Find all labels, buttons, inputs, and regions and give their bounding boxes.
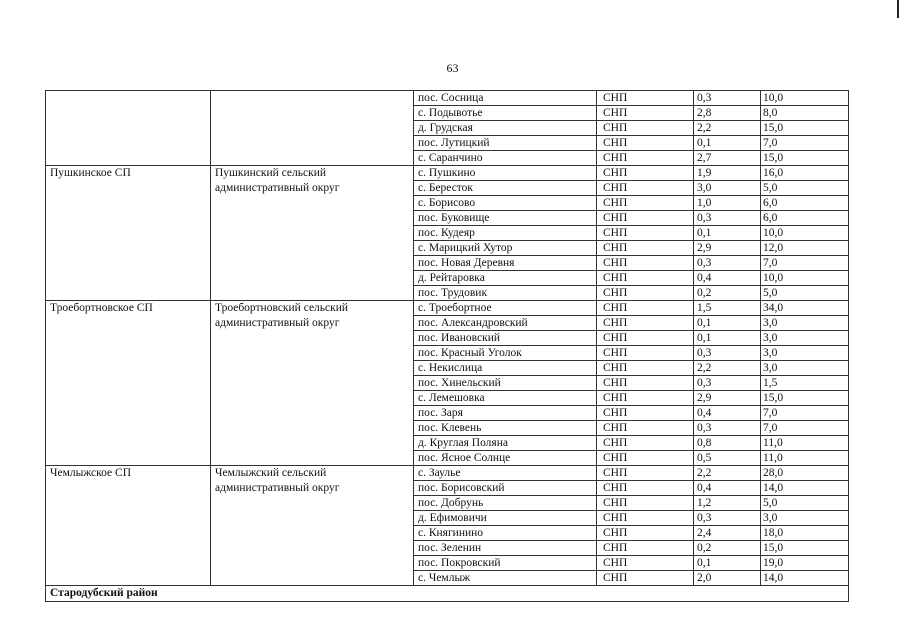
settlement-type: СНП: [597, 541, 694, 556]
settlement-name: пос. Ивановский: [414, 331, 597, 346]
value-1: 2,7: [694, 151, 761, 166]
value-2: 34,0: [761, 301, 849, 316]
value-1: 2,2: [694, 361, 761, 376]
table-row: [46, 301, 849, 316]
table-row: [46, 91, 849, 106]
value-2: 14,0: [761, 481, 849, 496]
settlement-name: пос. Александровский: [414, 316, 597, 331]
value-2: 19,0: [761, 556, 849, 571]
settlement-name: д. Ефимовичи: [414, 511, 597, 526]
settlement-type: СНП: [597, 166, 694, 181]
settlement-name: с. Саранчино: [414, 151, 597, 166]
rural-settlement-cell: Чемлыжское СП: [46, 466, 211, 586]
value-1: 0,3: [694, 511, 761, 526]
value-2: 5,0: [761, 496, 849, 511]
value-1: 0,1: [694, 136, 761, 151]
value-2: 12,0: [761, 241, 849, 256]
settlement-type: СНП: [597, 226, 694, 241]
value-1: 0,3: [694, 256, 761, 271]
value-2: 5,0: [761, 181, 849, 196]
value-1: 1,5: [694, 301, 761, 316]
settlement-type: СНП: [597, 211, 694, 226]
value-1: 2,9: [694, 241, 761, 256]
value-2: 10,0: [761, 91, 849, 106]
value-1: 0,3: [694, 91, 761, 106]
value-1: 0,1: [694, 331, 761, 346]
settlement-name: пос. Кудеяр: [414, 226, 597, 241]
value-1: 0,2: [694, 541, 761, 556]
settlement-name: пос. Буковище: [414, 211, 597, 226]
settlement-name: д. Грудская: [414, 121, 597, 136]
settlement-type: СНП: [597, 256, 694, 271]
value-2: 10,0: [761, 226, 849, 241]
settlement-name: пос. Добрунь: [414, 496, 597, 511]
value-2: 3,0: [761, 511, 849, 526]
administrative-district-cell: [211, 91, 414, 166]
value-2: 7,0: [761, 256, 849, 271]
settlement-type: СНП: [597, 151, 694, 166]
value-1: 2,2: [694, 121, 761, 136]
settlement-name: с. Пушкино: [414, 166, 597, 181]
settlement-name: с. Заулье: [414, 466, 597, 481]
settlement-type: СНП: [597, 181, 694, 196]
settlements-table-body: [46, 91, 849, 602]
value-2: 3,0: [761, 361, 849, 376]
value-2: 3,0: [761, 346, 849, 361]
settlement-name: с. Подывотье: [414, 106, 597, 121]
region-heading: Стародубский район: [46, 586, 849, 602]
settlement-name: пос. Лутицкий: [414, 136, 597, 151]
value-1: 0,4: [694, 271, 761, 286]
settlement-name: с. Некислица: [414, 361, 597, 376]
settlement-type: СНП: [597, 436, 694, 451]
value-2: 15,0: [761, 151, 849, 166]
settlement-type: СНП: [597, 496, 694, 511]
rural-settlement-cell: [46, 91, 211, 166]
value-2: 6,0: [761, 196, 849, 211]
value-1: 3,0: [694, 181, 761, 196]
settlement-type: СНП: [597, 556, 694, 571]
settlement-type: СНП: [597, 316, 694, 331]
settlement-type: СНП: [597, 241, 694, 256]
value-1: 0,8: [694, 436, 761, 451]
settlement-name: с. Бересток: [414, 181, 597, 196]
settlement-name: пос. Заря: [414, 406, 597, 421]
value-2: 16,0: [761, 166, 849, 181]
rural-settlement-cell: Троебортновское СП: [46, 301, 211, 466]
settlement-type: СНП: [597, 406, 694, 421]
settlement-type: СНП: [597, 361, 694, 376]
value-1: 2,0: [694, 571, 761, 586]
value-2: 3,0: [761, 331, 849, 346]
value-2: 15,0: [761, 541, 849, 556]
administrative-district-cell: Пушкинский сельский административный округ: [211, 166, 414, 301]
settlement-type: СНП: [597, 511, 694, 526]
value-2: 15,0: [761, 121, 849, 136]
value-2: 8,0: [761, 106, 849, 121]
value-1: 0,1: [694, 316, 761, 331]
value-1: 1,9: [694, 166, 761, 181]
value-1: 2,2: [694, 466, 761, 481]
value-2: 11,0: [761, 451, 849, 466]
value-1: 0,1: [694, 556, 761, 571]
value-1: 0,3: [694, 346, 761, 361]
rural-settlement-cell: Пушкинское СП: [46, 166, 211, 301]
table-row: [46, 466, 849, 481]
value-2: 7,0: [761, 136, 849, 151]
settlement-type: СНП: [597, 121, 694, 136]
settlement-type: СНП: [597, 136, 694, 151]
settlement-type: СНП: [597, 526, 694, 541]
value-1: 0,3: [694, 376, 761, 391]
settlement-name: пос. Борисовский: [414, 481, 597, 496]
page-number: 63: [446, 61, 459, 75]
value-2: 11,0: [761, 436, 849, 451]
table-row: [46, 586, 849, 602]
value-1: 2,9: [694, 391, 761, 406]
value-1: 0,3: [694, 211, 761, 226]
settlement-type: СНП: [597, 376, 694, 391]
value-1: 0,3: [694, 421, 761, 436]
settlement-name: пос. Хинельский: [414, 376, 597, 391]
table-row: [46, 166, 849, 181]
settlement-type: СНП: [597, 346, 694, 361]
settlement-name: с. Чемлыж: [414, 571, 597, 586]
administrative-district-cell: Чемлыжский сельский административный округ: [211, 466, 414, 586]
settlement-type: СНП: [597, 286, 694, 301]
value-2: 1,5: [761, 376, 849, 391]
settlement-name: пос. Клевень: [414, 421, 597, 436]
value-1: 0,5: [694, 451, 761, 466]
settlement-name: пос. Новая Деревня: [414, 256, 597, 271]
settlements-table: [45, 90, 849, 602]
value-1: 0,4: [694, 406, 761, 421]
settlement-type: СНП: [597, 196, 694, 211]
value-1: 1,0: [694, 196, 761, 211]
settlement-name: пос. Сосница: [414, 91, 597, 106]
value-2: 3,0: [761, 316, 849, 331]
settlement-type: СНП: [597, 91, 694, 106]
value-2: 28,0: [761, 466, 849, 481]
settlement-type: СНП: [597, 331, 694, 346]
settlement-name: д. Круглая Поляна: [414, 436, 597, 451]
settlement-type: СНП: [597, 301, 694, 316]
value-1: 1,2: [694, 496, 761, 511]
settlement-type: СНП: [597, 391, 694, 406]
value-1: 0,1: [694, 226, 761, 241]
settlement-type: СНП: [597, 271, 694, 286]
settlement-type: СНП: [597, 571, 694, 586]
settlement-name: д. Рейтаровка: [414, 271, 597, 286]
settlement-type: СНП: [597, 106, 694, 121]
value-2: 15,0: [761, 391, 849, 406]
value-1: 2,4: [694, 526, 761, 541]
value-2: 10,0: [761, 271, 849, 286]
value-2: 7,0: [761, 406, 849, 421]
settlement-name: с. Лемешовка: [414, 391, 597, 406]
settlement-name: с. Княгинино: [414, 526, 597, 541]
settlement-name: пос. Трудовик: [414, 286, 597, 301]
settlement-type: СНП: [597, 421, 694, 436]
settlement-name: пос. Ясное Солнце: [414, 451, 597, 466]
settlement-name: с. Борисово: [414, 196, 597, 211]
settlement-type: СНП: [597, 481, 694, 496]
scan-edge-mark: [897, 0, 899, 18]
value-1: 2,8: [694, 106, 761, 121]
settlement-type: СНП: [597, 466, 694, 481]
settlement-name: с. Троебортное: [414, 301, 597, 316]
administrative-district-cell: Троебортновский сельский административный округ: [211, 301, 414, 466]
value-1: 0,4: [694, 481, 761, 496]
settlement-name: пос. Покровский: [414, 556, 597, 571]
value-2: 7,0: [761, 421, 849, 436]
value-1: 0,2: [694, 286, 761, 301]
settlement-name: с. Марицкий Хутор: [414, 241, 597, 256]
value-2: 6,0: [761, 211, 849, 226]
value-2: 18,0: [761, 526, 849, 541]
value-2: 5,0: [761, 286, 849, 301]
settlement-name: пос. Зеленин: [414, 541, 597, 556]
settlement-name: пос. Красный Уголок: [414, 346, 597, 361]
settlement-type: СНП: [597, 451, 694, 466]
value-2: 14,0: [761, 571, 849, 586]
